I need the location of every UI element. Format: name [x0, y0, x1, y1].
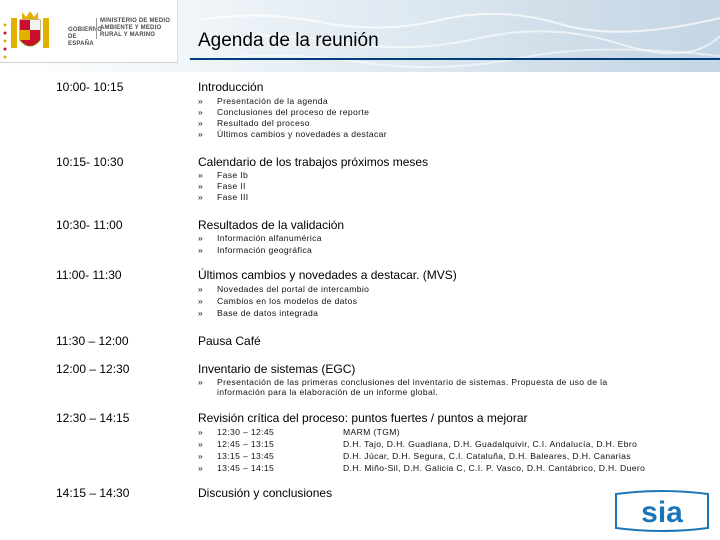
logo-divider — [0, 62, 178, 63]
coat-of-arms-icon — [8, 10, 52, 54]
agenda-item: » 12:45 – 13:15 — [198, 439, 275, 449]
agenda-title: Discusión y conclusiones — [198, 486, 333, 500]
agenda-item-detail: MARM (TGM) — [343, 427, 400, 437]
agenda-item: » Últimos cambios y novedades a destacar — [198, 129, 387, 139]
agenda-title: Inventario de sistemas (EGC) — [198, 362, 356, 376]
agenda-time: 10:30- 11:00 — [56, 218, 123, 232]
bullet-icon: » — [198, 96, 204, 106]
agenda-item: » Cambios en los modelos de datos — [198, 296, 358, 306]
bullet-icon: » — [198, 118, 204, 128]
logo-text-gobierno: GOBIERNO DE ESPAÑA — [68, 27, 103, 47]
agenda-title: Resultados de la validación — [198, 218, 345, 232]
agenda-title: Últimos cambios y novedades a destacar. (MVS) — [198, 268, 457, 282]
agenda-item: » Presentación de las primeras conclusiones del inventario de sistemas. Propuesta de uso de la información para la elaboración de un informe global. — [198, 377, 608, 397]
bullet-icon: » — [198, 427, 204, 437]
agenda-item: » Resultado del proceso — [198, 118, 310, 128]
agenda-item: » Fase Ib — [198, 170, 249, 180]
bullet-icon: » — [198, 284, 204, 294]
agenda-time: 12:30 – 14:15 — [56, 411, 130, 425]
agenda-item: » Conclusiones del proceso de reporte — [198, 107, 370, 117]
bullet-icon: » — [198, 451, 204, 461]
title-underline — [190, 58, 720, 60]
agenda-time: 10:15- 10:30 — [56, 155, 124, 169]
bullet-icon: » — [198, 377, 204, 387]
bullet-icon: » — [198, 181, 204, 191]
agenda-title: Introducción — [198, 80, 264, 94]
bullet-icon: » — [198, 308, 204, 318]
agenda-title: Pausa Café — [198, 334, 261, 348]
agenda-item-detail: D.H. Tajo, D.H. Guadiana, D.H. Guadalquivir, C.I. Andalucía, D.H. Ebro — [343, 439, 638, 449]
agenda-time: 14:15 – 14:30 — [56, 486, 130, 500]
agenda-item: » Base de datos integrada — [198, 308, 319, 318]
bullet-icon: » — [198, 439, 204, 449]
bullet-icon: » — [198, 170, 204, 180]
bullet-icon: » — [198, 463, 204, 473]
sia-logo — [612, 490, 712, 532]
agenda-time: 11:00- 11:30 — [56, 268, 122, 282]
agenda-item-detail: D.H. Júcar, D.H. Segura, C.I. Cataluña, D.H. Baleares, D.H. Canarias — [343, 451, 631, 461]
bullet-icon: » — [198, 296, 204, 306]
agenda-time: 11:30 – 12:00 — [56, 334, 129, 348]
bullet-icon: » — [198, 107, 204, 117]
page-title: Agenda de la reunión — [198, 30, 379, 51]
logo-text-ministerio: MINISTERIO DE MEDIO AMBIENTE Y MEDIO RURAL Y MARINO — [96, 18, 176, 39]
agenda-item: » Presentación de la agenda — [198, 96, 328, 106]
agenda-title: Revisión crítica del proceso: puntos fuertes / puntos a mejorar — [198, 411, 528, 425]
sia-logo-text: sia — [641, 496, 683, 529]
agenda-time: 12:00 – 12:30 — [56, 362, 130, 376]
bullet-icon: » — [198, 129, 204, 139]
agenda-item: » Fase III — [198, 192, 249, 202]
agenda-item: » 13:15 – 13:45 — [198, 451, 275, 461]
bullet-icon: » — [198, 192, 204, 202]
header-banner — [0, 0, 720, 72]
bullet-icon: » — [198, 245, 204, 255]
agenda-item: » Fase II — [198, 181, 246, 191]
agenda-item: » Novedades del portal de intercambio — [198, 284, 370, 294]
agenda-title: Calendario de los trabajos próximos meses — [198, 155, 429, 169]
agenda-item-detail: D.H. Miño-Sil, D.H. Galicia C, C.I. P. Vasco, D.H. Cantábrico, D.H. Duero — [343, 463, 646, 473]
agenda-item: » Información alfanumérica — [198, 233, 322, 243]
agenda-item: » 13:45 – 14:15 — [198, 463, 275, 473]
bullet-icon: » — [198, 233, 204, 243]
agenda-item: » Información geográfica — [198, 245, 313, 255]
agenda-time: 10:00- 10:15 — [56, 80, 124, 94]
government-logo — [0, 0, 178, 62]
agenda-item: » 12:30 – 12:45 — [198, 427, 275, 437]
